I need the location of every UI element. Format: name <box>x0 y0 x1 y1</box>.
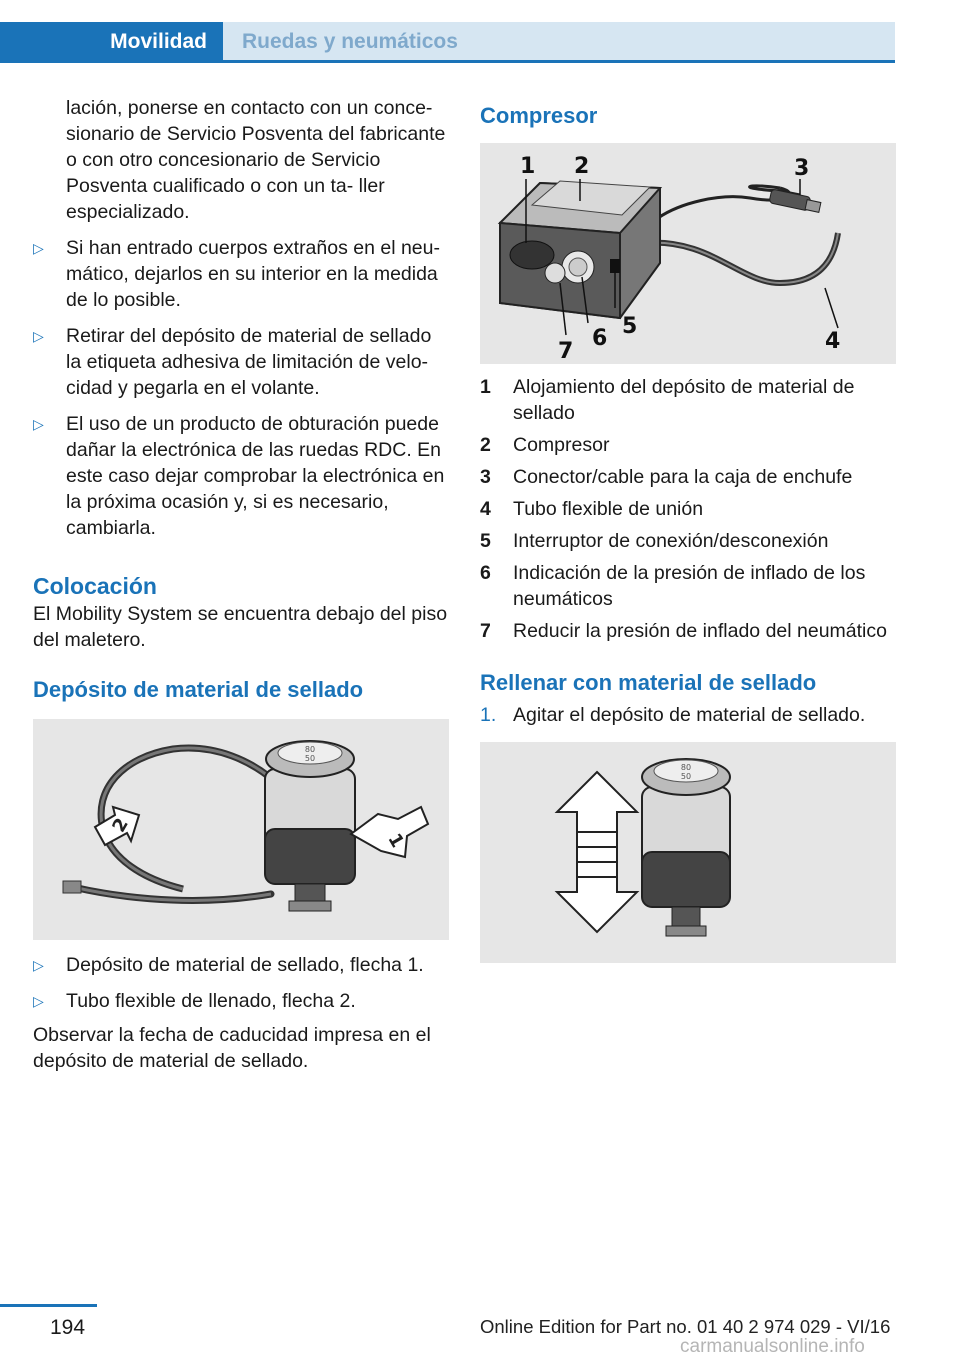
triangle-bullet-icon: ▷ <box>33 993 44 1009</box>
edition-info: Online Edition for Part no. 01 40 2 974 029 - VI/16 <box>480 1316 891 1337</box>
intro-continuation: lación, ponerse en contacto con un conce- sionario de Servicio Posventa del fabricante o con otro concesionario de Servicio Posventa cualificado o con un ta- ller especializado. <box>66 97 446 223</box>
triangle-bullet-icon: ▷ <box>33 240 44 256</box>
part-label: Tubo flexible de unión <box>513 498 704 520</box>
compressor-label-7: 7 <box>558 339 574 364</box>
compressor-illustration <box>480 143 896 364</box>
list-item-text: Depósito de material de sellado, flecha 1. <box>66 954 424 976</box>
footer-rule <box>0 1304 97 1307</box>
list-item <box>480 528 896 554</box>
expiry-note: Observar la fecha de caducidad impresa en el depósito de material de sellado. <box>33 1024 431 1072</box>
arrow-2-label: 2 <box>108 814 133 836</box>
compressor-label-5: 5 <box>622 314 638 339</box>
list-item <box>480 618 896 644</box>
list-item-text: Si han entrado cuerpos extraños en el neu- mático, dejarlos en su interior en la medida de lo posible. <box>66 237 440 311</box>
part-label: Interruptor de conexión/desconexión <box>513 530 829 552</box>
arrow-1-label: 1 <box>383 830 408 852</box>
cap-label-top: 80 <box>680 763 692 772</box>
part-number: 1 <box>480 376 491 398</box>
list-item <box>480 560 896 612</box>
left-column <box>33 95 449 1074</box>
list-item <box>33 952 449 978</box>
placement-text: El Mobility System se encuentra debajo del piso del maletero. <box>33 603 448 651</box>
watermark: carmanualsonline.info <box>680 1336 865 1357</box>
shake-bottle-illustration <box>480 742 896 963</box>
part-number: 6 <box>480 562 491 584</box>
part-number: 4 <box>480 498 491 520</box>
triangle-bullet-icon: ▷ <box>33 328 44 344</box>
triangle-bullet-icon: ▷ <box>33 957 44 973</box>
compressor-label-4: 4 <box>825 329 841 354</box>
list-item <box>480 464 896 490</box>
section-tab: Movilidad <box>0 22 223 62</box>
up-down-arrow-icon <box>557 772 637 932</box>
page-number: 194 <box>50 1316 86 1339</box>
compressor-label-1: 1 <box>520 154 536 179</box>
cap-label-top: 80 <box>304 745 316 754</box>
compressor-label-3: 3 <box>794 156 810 181</box>
list-item-text: Tubo flexible de llenado, flecha 2. <box>66 990 356 1012</box>
page-header <box>0 0 960 64</box>
sealant-bottle-figure <box>33 719 449 940</box>
list-item <box>33 235 449 313</box>
refill-steps <box>480 702 896 728</box>
cap-label-bottom: 50 <box>680 772 692 781</box>
step-number: 1. <box>480 704 497 726</box>
compressor-heading: Compresor <box>480 103 598 128</box>
step-text: Agitar el depósito de material de sellado. <box>513 704 866 726</box>
part-label: Reducir la presión de inflado del neumático <box>513 620 887 642</box>
header-rule <box>0 60 895 63</box>
compressor-figure <box>480 143 896 364</box>
compressor-parts-list <box>480 374 896 644</box>
list-item <box>33 323 449 401</box>
list-item-text: Retirar del depósito de material de sellado la etiqueta adhesiva de limitación de velo- cidad y pegarla en el volante. <box>66 325 432 399</box>
list-item <box>480 374 896 426</box>
compressor-label-6: 6 <box>592 326 608 351</box>
refill-heading: Rellenar con material de sellado <box>480 670 817 695</box>
list-item-text: El uso de un producto de obturación puede dañar la electrónica de las ruedas RDC. En este caso dejar comprobar la electrónica en la próxima ocasión y, si es necesario, cambiarla. <box>66 413 445 539</box>
subsection-tab: Ruedas y neumáticos <box>223 22 895 62</box>
part-number: 2 <box>480 434 491 456</box>
list-item <box>33 988 449 1014</box>
part-number: 3 <box>480 466 491 488</box>
part-label: Indicación de la presión de inflado de los neumáticos <box>513 562 866 610</box>
triangle-bullet-icon: ▷ <box>33 416 44 432</box>
part-number: 5 <box>480 530 491 552</box>
compressor-label-2: 2 <box>574 154 590 179</box>
list-item <box>480 432 896 458</box>
list-item <box>480 702 896 728</box>
sealant-heading: Depósito de material de sellado <box>33 677 364 702</box>
part-label: Alojamiento del depósito de material de sellado <box>513 376 855 424</box>
list-item <box>33 411 449 541</box>
placement-heading: Colocación <box>33 573 157 599</box>
right-column <box>480 95 896 963</box>
part-label: Compresor <box>513 434 610 456</box>
list-item <box>480 496 896 522</box>
cap-label-bottom: 50 <box>304 754 316 763</box>
shake-bottle-figure <box>480 742 896 963</box>
part-label: Conector/cable para la caja de enchufe <box>513 466 853 488</box>
sealant-bottle-illustration <box>33 719 449 940</box>
part-number: 7 <box>480 620 491 642</box>
